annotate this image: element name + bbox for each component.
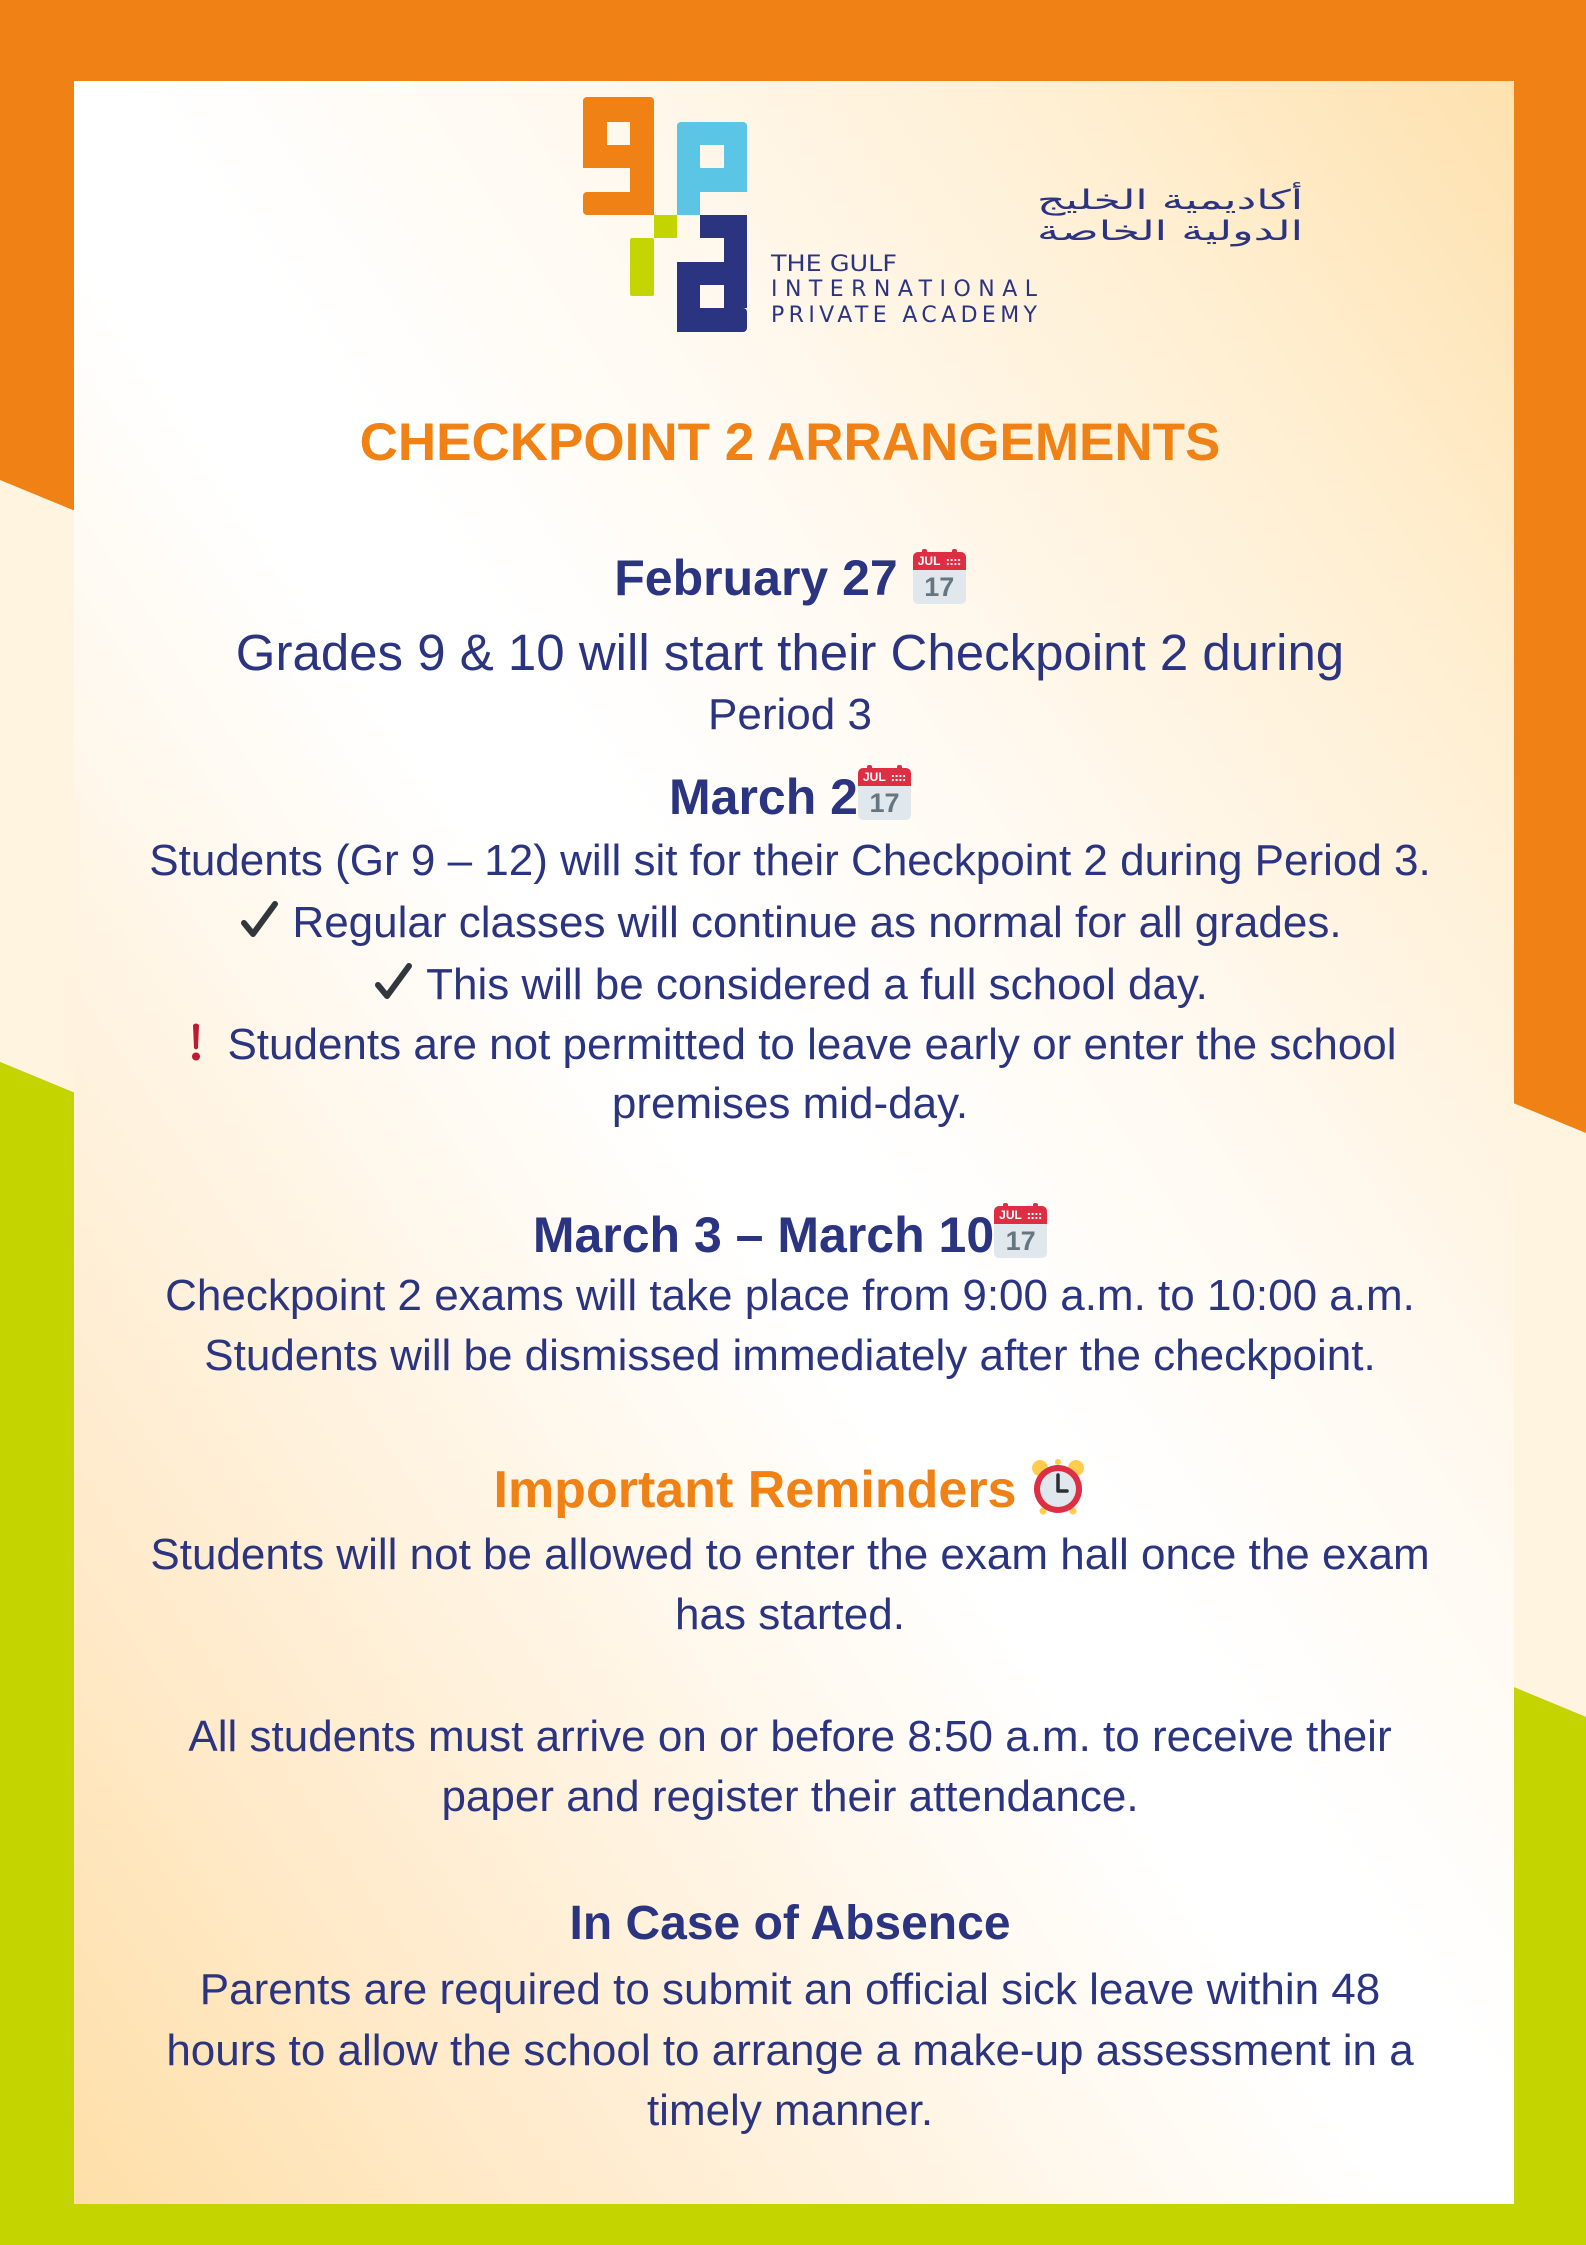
calendar-icon	[913, 552, 966, 604]
calendar-ring	[1033, 1203, 1038, 1210]
absence-line-1: Parents are required to submit an official sick leave within 48	[199, 1965, 1381, 2014]
calendar-ring	[897, 765, 902, 772]
absence-line-2: hours to allow the school to arrange a make-up assessment in a	[166, 2026, 1414, 2075]
reminder-1-line-1: Students will not be allowed to enter the exam hall once the exam	[150, 1530, 1430, 1579]
calendar-month: JUL	[917, 554, 941, 568]
calendar-day: 17	[869, 788, 900, 818]
school-logo	[583, 97, 1303, 337]
section-heading-absence: In Case of Absence	[569, 1897, 1011, 1950]
calendar-dots	[1027, 1212, 1042, 1220]
logo-navy-shape	[677, 215, 747, 332]
content-panel	[74, 81, 1514, 2204]
feb27-line-2: Period 3	[708, 690, 872, 739]
check-item-text: This will be considered a full school day.	[426, 960, 1208, 1009]
page-title: CHECKPOINT 2 ARRANGEMENTS	[359, 413, 1221, 472]
calendar-dots	[946, 558, 961, 566]
march2-line-1: Students (Gr 9 – 12) will sit for their Checkpoint 2 during Period 3.	[149, 836, 1431, 885]
check-item-text: Regular classes will continue as normal for all grades.	[292, 898, 1342, 947]
section-heading-march3-10	[70, 1206, 1510, 1263]
logo-mark	[583, 97, 747, 332]
warning-text: Students are not permitted to leave early or enter the school	[227, 1020, 1397, 1069]
calendar-icon	[858, 768, 911, 820]
march2-warning-line-1	[70, 1022, 1510, 1067]
logo-blue-shape	[677, 122, 747, 215]
reminder-2-line-2: paper and register their attendance.	[441, 1772, 1139, 1821]
section-heading-march2	[70, 768, 1510, 825]
calendar-day: 17	[1005, 1226, 1036, 1256]
alarm-clock-icon	[1030, 1459, 1086, 1515]
section-heading-reminders	[70, 1459, 1510, 1519]
march3-10-line-1: Checkpoint 2 exams will take place from 9:00 a.m. to 10:00 a.m.	[165, 1271, 1415, 1320]
logo-english-line-2: INTERNATIONAL	[771, 277, 1037, 302]
calendar-dots	[891, 774, 906, 782]
reminder-2-line-1: All students must arrive on or before 8:50 a.m. to receive their	[188, 1712, 1392, 1761]
absence-line-3: timely manner.	[646, 2086, 934, 2135]
exclamation-icon	[183, 1022, 209, 1062]
calendar-month: JUL	[999, 1208, 1022, 1222]
heading-text: March 3 – March 10	[532, 1207, 995, 1263]
calendar-month: JUL	[862, 770, 886, 784]
feb27-line-1: Grades 9 & 10 will start their Checkpoint 2 during	[235, 624, 1345, 681]
logo-english-line-3: PRIVATE ACADEMY	[771, 303, 1037, 328]
march3-10-line-2: Students will be dismissed immediately after the checkpoint.	[204, 1331, 1376, 1380]
logo-english-line-1: THE GULF	[769, 252, 897, 277]
logo-orange-shape	[583, 97, 654, 215]
reminder-1-line-2: has started.	[675, 1590, 905, 1639]
logo-arabic-line-2: الدولية الخاصة	[1037, 216, 1303, 247]
section-heading-feb27	[70, 552, 1510, 604]
check-mark-icon	[372, 961, 414, 1003]
heading-text: February 27	[614, 550, 898, 606]
logo-green-shape	[630, 215, 677, 296]
heading-text: Important Reminders	[493, 1461, 1017, 1519]
calendar-icon	[994, 1206, 1047, 1258]
logo-arabic-line-1: أكاديمية الخليج	[1037, 185, 1200, 216]
march2-warning-line-2: premises mid-day.	[611, 1079, 969, 1128]
march2-check-item-1	[70, 899, 1510, 945]
calendar-ring	[952, 549, 957, 556]
calendar-day: 17	[924, 572, 955, 602]
march2-check-item-2	[70, 961, 1510, 1007]
heading-text: March 2	[669, 769, 858, 825]
check-mark-icon	[238, 899, 280, 941]
